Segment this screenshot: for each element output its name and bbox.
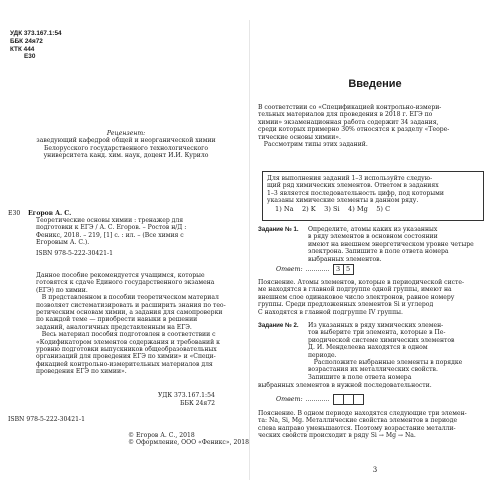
ktk-code: КТК 444 [10,45,35,53]
annotation-text: Данное пособие рекомендуется учащимся, которые готовятся к сдаче Единого государственного экзамена (ЕГЭ) по химии. В представленном в пособии теоретическом материал позволяет систематизировать и расширить знания по тео- ретическим основам химии, а задания для самопроверки по каждой теме — приобрести навыки в решении заданий, аналогичных представленным на ЕГЭ. Весь материал пособия подготовлен в соответствии с «Кодификатором элементов содержания и требований к уровню подготовки выпускников общеобразовательных организаций для проведения ЕГЭ по химии» и «Специ- фикацией контрольно-измерительных материалов для проведения ЕГЭ по химии». [36,272,226,376]
udk-bottom: УДК 373.167.1:54 [158,392,215,399]
answer-dots: ………… [305,396,330,403]
author-name: Егоров А. С. [27,210,72,217]
task-2-explanation: Пояснение. В одном периоде находятся следующие три элемен- та: Na, Si, Mg. Металлические свойства элементов в периоде слева направо уменьшаются. Поэтому возрастание металли- ческих свойств происходит в ряду Si → Mg → Na. [258,410,467,440]
answer-cell[interactable]: 5 [343,264,354,275]
task-2 [258,322,299,329]
answer-label: Ответ: [276,266,303,273]
bbk-code: ББК 24я72 [10,37,43,45]
reviewer-block [8,130,244,160]
reviewer-text: заведующий кафедрой общей и неорганической химии Белорусского государственного технологического университета канд. хим. наук, доцент И.И. Курило [36,137,216,160]
copyright: © Егоров А. С., 2018 © Оформление, ООО «Феникс», 2018 [128,432,249,447]
instruction-box [262,171,484,221]
answer-dots: ………… [305,266,330,273]
udk-code: УДК 373.167.1:54 [10,30,62,37]
page-number: 3 [372,466,378,474]
catalog-codes [10,30,62,61]
answer-label: Ответ: [276,396,303,403]
task-2-continuation: выбранных элементов в нужной последовательности. [258,382,432,389]
task-1 [258,226,299,233]
task-1-label: Задание № 1. [258,226,299,233]
isbn-bottom: ISBN 978-5-222-30421-1 [8,416,85,423]
left-page [8,28,249,468]
answer-cell[interactable] [353,394,364,405]
side-code: Е30 [8,210,21,217]
right-page [258,28,492,474]
task-2-text: Из указанных в ряду химических элемен- тов выберите три элемента, которые в Пе- риодической системе химических элементов Д. И. Менделеева находятся в одном периоде. Расположите выбранные элементы в порядке возрастания их металлических свойств. Запишите в поле ответа номера [308,322,463,381]
e-code: Е30 [24,53,36,61]
biblio-description: Теоретические основы химии : тренажер для подготовки к ЕГЭ / А. С. Егоров. – Ростов н/Д : Феникс, 2018. – 219, [1] с. : ил. – (Все химия с Егоровым А. С.). [36,217,187,247]
reviewer-label: Рецензент: [106,130,146,137]
task-2-label: Задание № 2. [258,322,299,329]
intro-text: В соответствии со «Спецификацией контрольно-измери- тельных материалов для проведения в 2018 г. ЕГЭ по химии» экзаменационная работа содержит 34 задания, среди которых примерно 30% относятся к разделу «Теоре- тические основы химии». Рассмотрим типы этих заданий. [258,104,450,149]
task-1-text: Определите, атомы каких из указанных в ряду элементов в основном состоянии имеют на внешнем энергетическом уровне четыре электрона. Запишите в поле ответа номера выбранных элементов. [308,226,474,263]
page-title: Введение [348,78,402,90]
task-1-explanation: Пояснение. Атомы элементов, которые в периодической систе- ме находятся в главной подгруппе одной группы, имеют на внешнем слое одинаковое число электронов, равное номеру группы. Среди предложенных элементов Si и углерод C находятся в главной подгруппе IV группы. [258,279,465,316]
task-2-answer-row [276,394,364,405]
element-list: 1) Na 2) K 3) Si 4) Mg 5) C [275,205,391,213]
bbk-bottom: ББК 24я72 [180,400,215,407]
answer-cell[interactable]: 3 [333,264,344,275]
isbn-line: ISBN 978-5-222-30421-1 [36,250,113,257]
task-1-answer-row [276,264,354,275]
instruction-text: Для выполнения заданий 1–3 используйте следую- щий ряд химических элементов. Ответом в заданиях 1–3 является последовательность цифр, под которыми указаны химические элементы в данном ряду. [267,175,444,205]
book-spine [249,20,250,480]
